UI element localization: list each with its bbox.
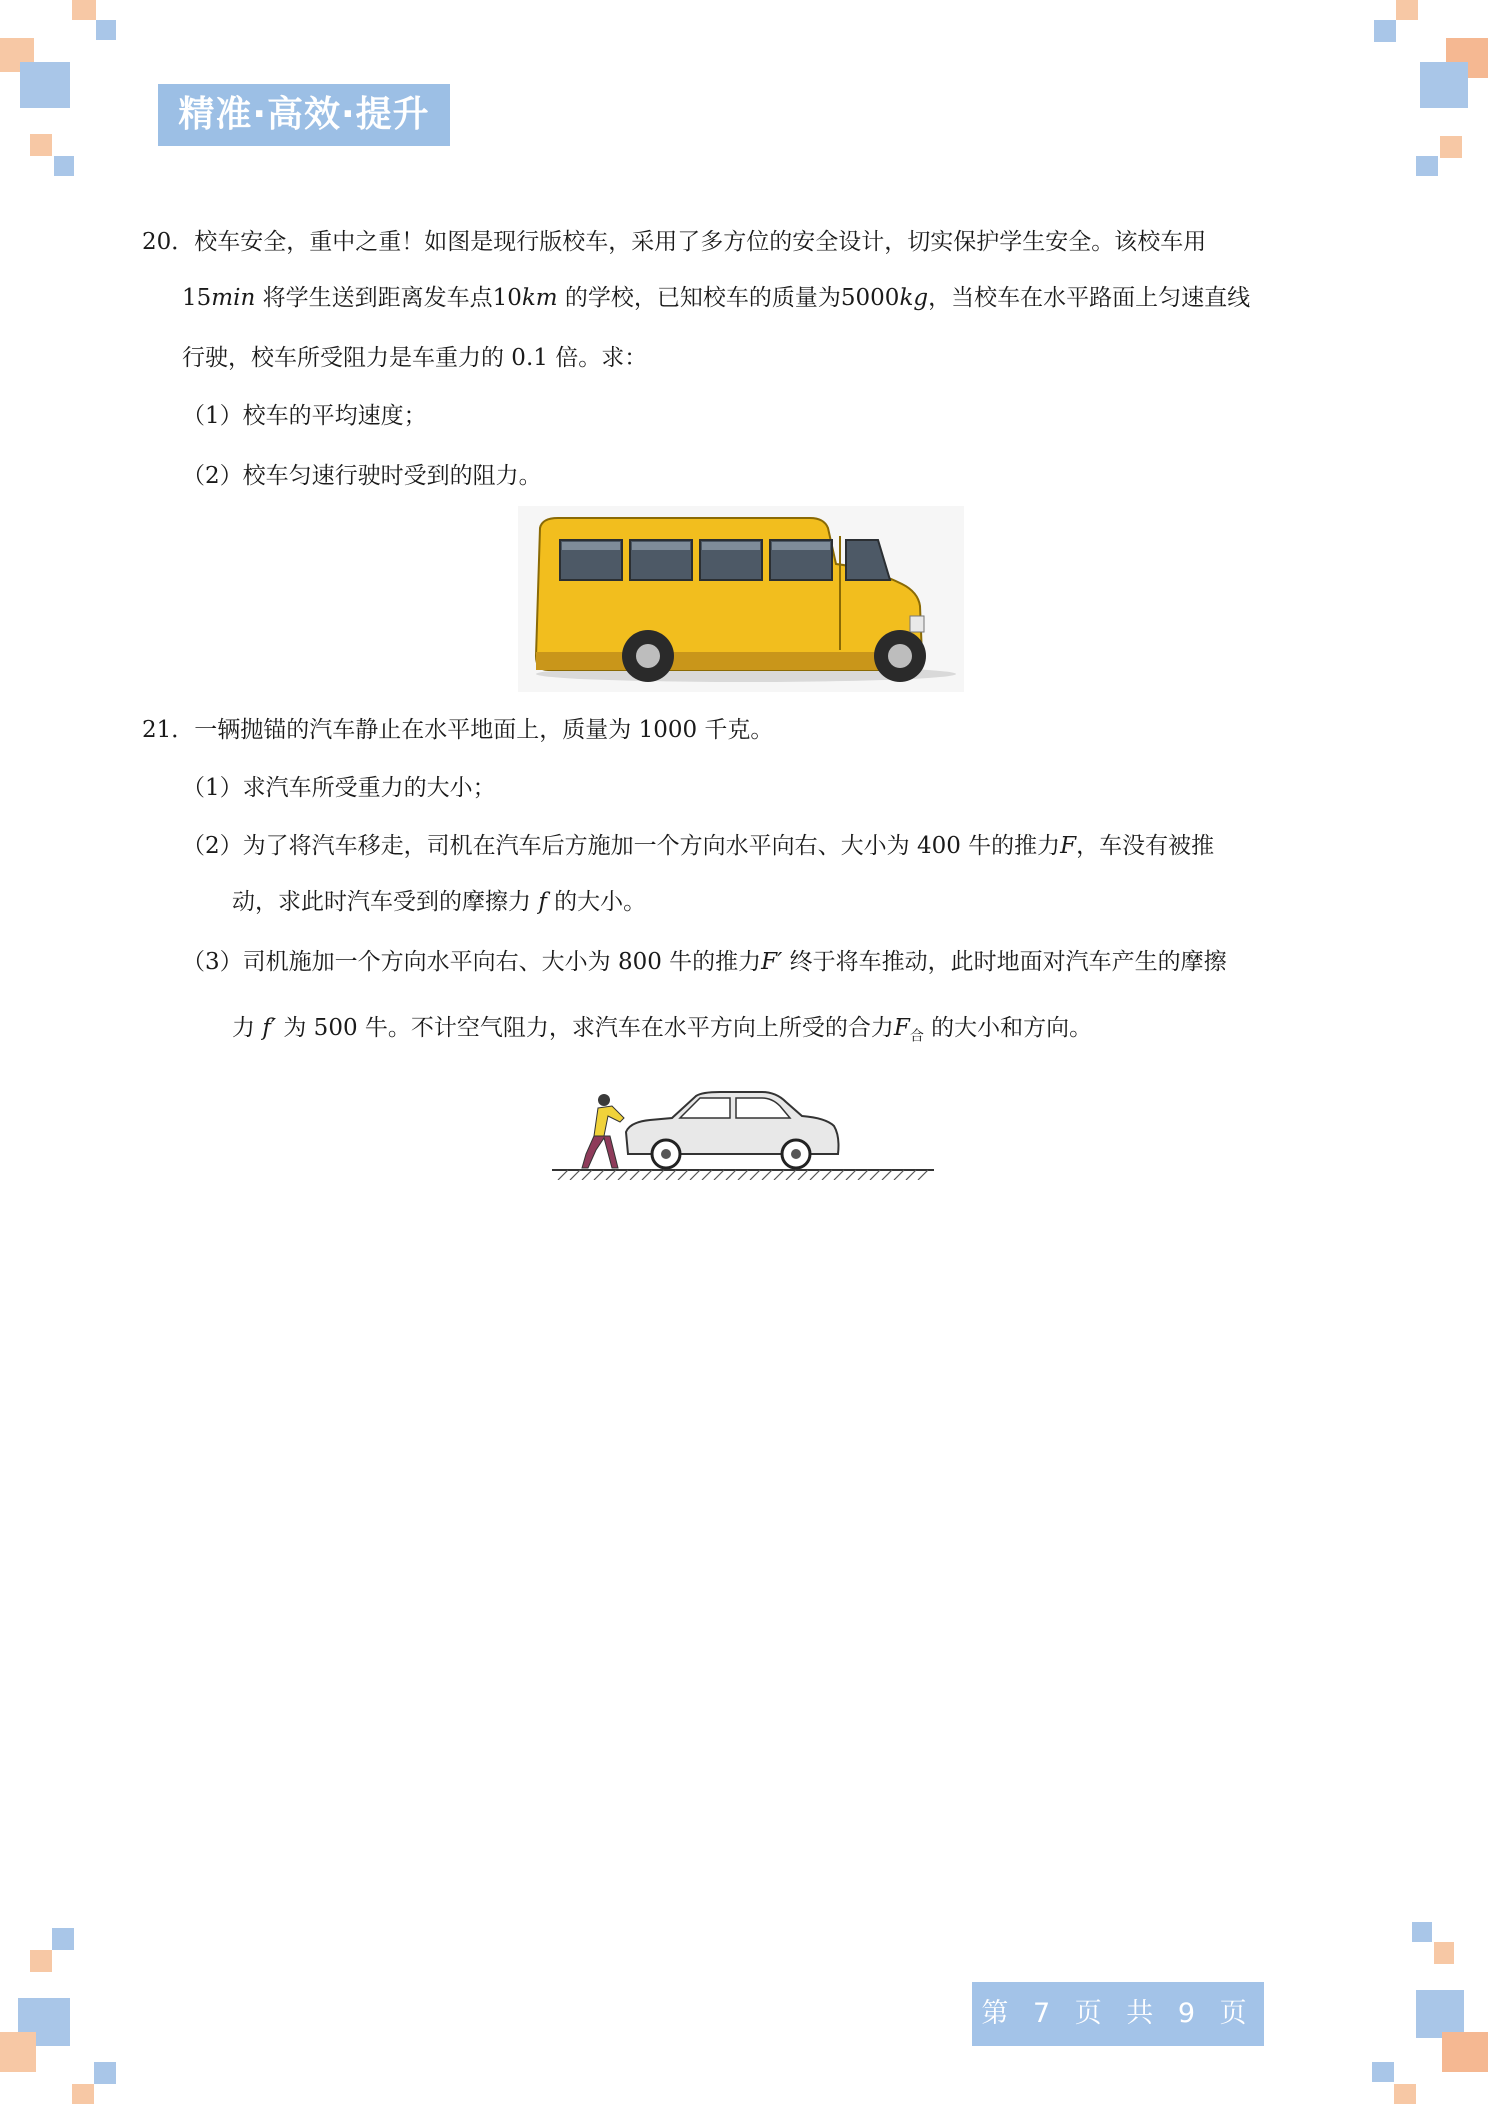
header-banner: 精准·高效·提升 [158, 84, 450, 146]
corner-decoration [72, 0, 96, 20]
corner-decoration [20, 62, 70, 108]
corner-decoration [1372, 2062, 1394, 2082]
corner-decoration [1434, 1942, 1454, 1964]
corner-decoration [1416, 1990, 1464, 2038]
corner-decoration [1416, 156, 1438, 176]
corner-decoration [1442, 2032, 1488, 2072]
corner-decoration [96, 20, 116, 40]
corner-decoration [52, 1928, 74, 1950]
q21-sub3-line1: （3）司机施加一个方向水平向右、大小为 800 牛的推力F′ 终于将车推动，此时地面对汽车产生的摩擦 [182, 949, 1227, 975]
page-number: 第 7 页 共 9 页 [972, 1982, 1264, 2046]
person-pushing-car-image [550, 1084, 936, 1180]
q21-sub2-line1: （2）为了将汽车移走，司机在汽车后方施加一个方向水平向右、大小为 400 牛的推力F，车没有被推 [182, 833, 1215, 859]
corner-decoration [1396, 0, 1418, 20]
corner-decoration [0, 2032, 36, 2072]
q21-line1: 21．一辆抛锚的汽车静止在水平地面上，质量为 1000 千克。 [142, 717, 774, 743]
school-bus-image [518, 506, 964, 692]
q21-sub2-line2: 动，求此时汽车受到的摩擦力 f 的大小。 [232, 889, 647, 915]
corner-decoration [1420, 62, 1468, 108]
corner-decoration [1440, 136, 1462, 158]
q21-sub1: （1）求汽车所受重力的大小； [182, 775, 496, 801]
corner-decoration [30, 1950, 52, 1972]
corner-decoration [94, 2062, 116, 2084]
q20-line2: 15min 将学生送到距离发车点10km 的学校，已知校车的质量为5000kg，当校车在水平路面上匀速直线 [182, 285, 1251, 311]
corner-decoration [1412, 1922, 1432, 1942]
corner-decoration [72, 2084, 94, 2104]
q20-line3: 行驶，校车所受阻力是车重力的 0.1 倍。求： [182, 345, 648, 371]
q20-line1: 20．校车安全，重中之重！如图是现行版校车，采用了多方位的安全设计，切实保护学生安全。该校车用 [142, 229, 1207, 255]
q20-sub2: （2）校车匀速行驶时受到的阻力。 [182, 463, 542, 489]
corner-decoration [54, 156, 74, 176]
corner-decoration [1374, 20, 1396, 42]
corner-decoration [30, 134, 52, 156]
q20-sub1: （1）校车的平均速度； [182, 403, 427, 429]
q21-sub3-line2: 力 f′ 为 500 牛。不计空气阻力，求汽车在水平方向上所受的合力$F_合$ 的大小和方向。 [232, 1015, 1093, 1045]
corner-decoration [1394, 2084, 1416, 2104]
